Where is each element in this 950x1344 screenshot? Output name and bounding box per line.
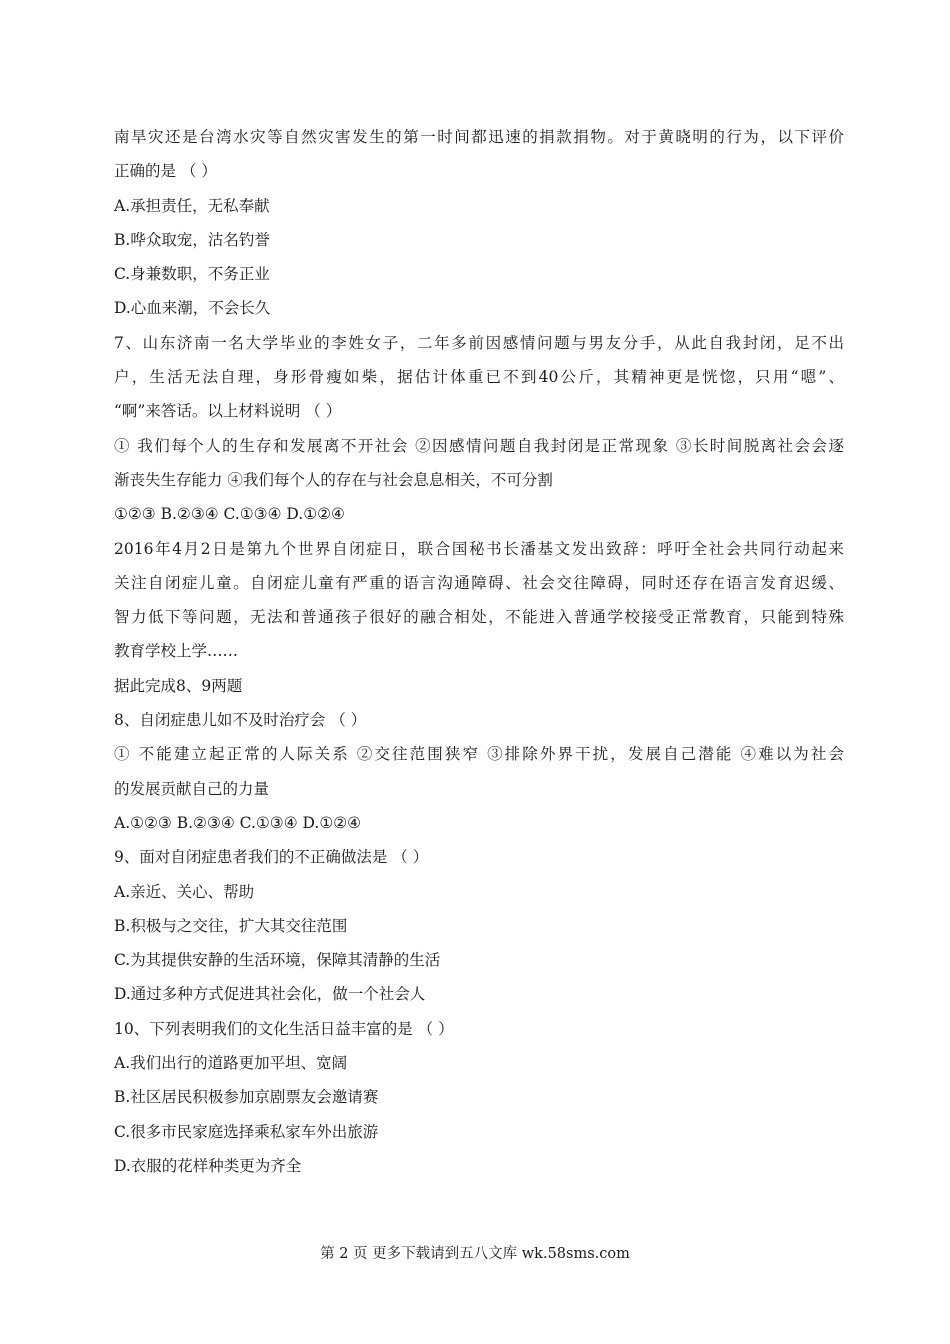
text-line: A.承担责任，无私奉献 — [114, 196, 270, 215]
text-line: A.我们出行的道路更加平坦、宽阔 — [114, 1054, 348, 1073]
text-line: A.亲近、关心、帮助 — [114, 882, 255, 901]
text-line: D.通过多种方式促进其社会化，做一个社会人 — [114, 985, 426, 1004]
text-line: 8、自闭症患儿如不及时治疗会 （ ） — [114, 711, 367, 730]
text-line: 教育学校上学…… — [114, 642, 239, 661]
text-line: 关注自闭症儿童。自闭症儿童有严重的语言沟通障碍、社会交往障碍，同时还存在语言发育迟缓、 — [114, 573, 844, 592]
text-line: D.衣服的花样种类更为齐全 — [114, 1156, 302, 1175]
text-line: C.很多市民家庭选择乘私家车外出旅游 — [114, 1122, 379, 1141]
text-line: C.为其提供安静的生活环境，保障其清静的生活 — [114, 951, 441, 970]
text-line: A.①②③ B.②③④ C.①③④ D.①②④ — [114, 813, 362, 832]
text-line: 户，生活无法自理，身形骨瘦如柴，据估计体重已不到40公斤，其精神更是恍惚，只用“嗯”、 — [114, 368, 844, 387]
document-body — [114, 120, 844, 1183]
text-line: 据此完成8、9两题 — [114, 676, 243, 695]
text-line: ①②③ B.②③④ C.①③④ D.①②④ — [114, 505, 345, 524]
text-line: 正确的是 （ ） — [114, 162, 217, 181]
text-line: 的发展贡献自己的力量 — [114, 779, 270, 798]
text-line: B.社区居民积极参加京剧票友会邀请赛 — [114, 1088, 379, 1107]
text-line: 7、山东济南一名大学毕业的李姓女子，二年多前因感情问题与男友分手，从此自我封闭，足不出 — [114, 333, 844, 352]
text-line: B.积极与之交往，扩大其交往范围 — [114, 916, 348, 935]
text-line: C.身兼数职，不务正业 — [114, 265, 270, 284]
text-line: D.心血来潮，不会长久 — [114, 299, 271, 318]
text-line: 10、下列表明我们的文化生活日益丰富的是 （ ） — [114, 1019, 454, 1038]
text-line: 渐丧失生存能力 ④我们每个人的存在与社会息息相关，不可分割 — [114, 470, 553, 489]
text-line: 9、面对自闭症患者我们的不正确做法是 （ ） — [114, 848, 429, 867]
text-line: 2016年4月2日是第九个世界自闭症日，联合国秘书长潘基文发出致辞：呼吁全社会共同行动起来 — [114, 539, 844, 558]
text-line: B.哗众取宠，沽名钓誉 — [114, 230, 270, 249]
text-line: ① 不能建立起正常的人际关系 ②交往范围狭窄 ③排除外界干扰，发展自己潜能 ④难以为社会 — [114, 745, 844, 764]
text-line: 南旱灾还是台湾水灾等自然灾害发生的第一时间都迅速的捐款捐物。对于黄晓明的行为，以下评价 — [114, 128, 844, 146]
text-line: ① 我们每个人的生存和发展离不开社会 ②因感情问题自我封闭是正常现象 ③长时间脱离社会会逐 — [114, 436, 844, 455]
page-footer: 第 2 页 更多下载请到五八文库 wk.58sms.com — [320, 1246, 630, 1262]
text-line: “啊”来答话。以上材料说明 （ ） — [114, 402, 342, 421]
text-line: 智力低下等问题，无法和普通孩子很好的融合相处，不能进入普通学校接受正常教育，只能到特殊 — [114, 608, 844, 627]
